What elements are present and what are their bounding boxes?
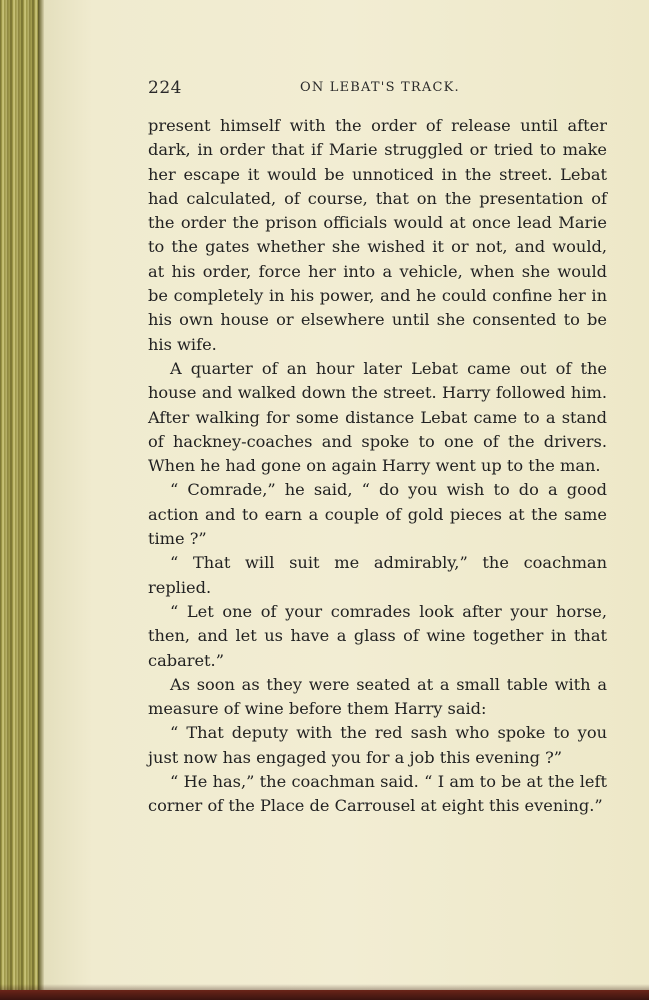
running-title: ON LEBAT'S TRACK. <box>300 80 460 95</box>
paragraph: present himself with the order of release until after dark, in order that if Marie struggled or tried to make her escape it would be unnoticed in the street. Lebat had calculated, of course, that on the presentation of the order the prison officials would at once lead Marie to the gates whether she wished it or not, and would, at his order, force her into a vehicle, when she would be completely in his power, and he could confine her in his own house or elsewhere until she consented to be his wife. <box>148 116 607 354</box>
paragraph: “ Let one of your comrades look after your horse, then, and let us have a glass of wine together in that cabaret.” <box>148 601 607 670</box>
book-spine <box>0 0 40 1000</box>
paragraph: “ He has,” the coachman said. “ I am to be at the left corner of the Place de Carrousel at eight this evening.” <box>148 772 607 816</box>
paragraph: “ Comrade,” he said, “ do you wish to do a good action and to earn a couple of gold pieces at the same time ?” <box>148 480 607 549</box>
paragraph: A quarter of an hour later Lebat came out of the house and walked down the street. Harry followed him. After walking for some distance Lebat came to a stand of hackney-coaches and spoke to one of the drivers. When he had gone on again Harry went up to the man. <box>148 358 607 476</box>
page-number: 224 <box>148 78 182 98</box>
paragraph: “ That deputy with the red sash who spoke to you just now has engaged you for a job this evening ?” <box>148 723 607 767</box>
book-bottom-edge <box>0 990 649 1000</box>
paragraph: As soon as they were seated at a small table with a measure of wine before them Harry said: <box>148 674 607 719</box>
page-header <box>148 78 608 102</box>
body-text <box>148 114 607 819</box>
paragraph: “ That will suit me admirably,” the coachman replied. <box>148 553 607 597</box>
